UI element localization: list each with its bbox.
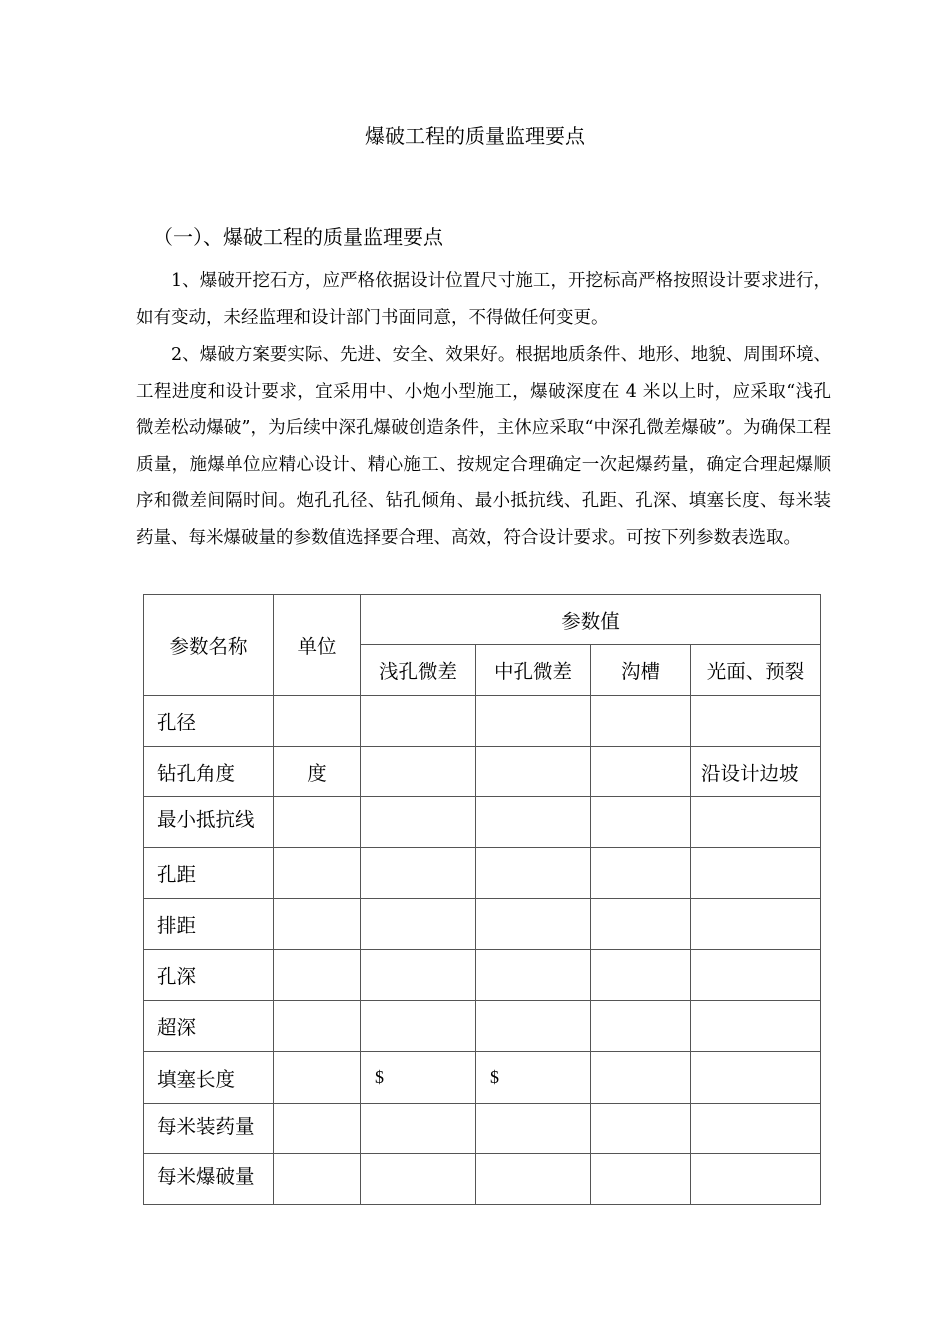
row-label: 孔径: [144, 696, 274, 747]
table-row: [144, 1154, 821, 1205]
row-label: 最小抵抗线: [144, 797, 274, 848]
table-header-row: [144, 595, 821, 645]
table-row: [144, 950, 821, 1001]
header-col-shallow: 浅孔微差: [361, 645, 476, 696]
parameter-table: [143, 594, 821, 1205]
header-values-group: 参数值: [361, 595, 821, 645]
row-value: [691, 1052, 821, 1104]
header-col-trench: 沟槽: [591, 645, 691, 696]
table-row: [144, 696, 821, 747]
row-value: [361, 747, 476, 797]
table-row: [144, 747, 821, 797]
row-value: 沿设计边坡: [691, 747, 821, 797]
row-value: [591, 1001, 691, 1052]
header-param-name: 参数名称: [144, 595, 274, 696]
row-value: [591, 797, 691, 848]
paragraph-1: 1、爆破开挖石方，应严格依据设计位置尺寸施工，开挖标高严格按照设计要求进行，如有变动，未经监理和设计部门书面同意，不得做任何变更。: [136, 271, 831, 328]
row-unit: [274, 899, 361, 950]
table-row: [144, 1052, 821, 1104]
header-col-smooth: 光面、预裂: [691, 645, 821, 696]
row-value: [476, 950, 591, 1001]
row-unit: [274, 1154, 361, 1205]
table-row: [144, 1104, 821, 1154]
row-unit: [274, 696, 361, 747]
row-value: [361, 1001, 476, 1052]
row-label: 钻孔角度: [144, 747, 274, 797]
row-value: [591, 696, 691, 747]
row-value: [361, 1154, 476, 1205]
row-unit: [274, 1001, 361, 1052]
row-value: [476, 899, 591, 950]
row-value: [591, 848, 691, 899]
table-row: [144, 848, 821, 899]
table-row: [144, 899, 821, 950]
row-value: [591, 747, 691, 797]
row-value: [591, 950, 691, 1001]
row-value: [591, 899, 691, 950]
row-value: [476, 747, 591, 797]
row-label: 每米装药量: [144, 1104, 274, 1154]
row-value: [591, 1052, 691, 1104]
row-value: [476, 1001, 591, 1052]
header-col-medium: 中孔微差: [476, 645, 591, 696]
row-value: [476, 848, 591, 899]
row-unit: [274, 848, 361, 899]
row-value: [691, 1001, 821, 1052]
row-value: [476, 696, 591, 747]
row-value: [591, 1104, 691, 1154]
table-row: [144, 797, 821, 848]
row-label: 超深: [144, 1001, 274, 1052]
row-value: [361, 899, 476, 950]
row-value: $: [476, 1052, 591, 1104]
row-value: [361, 696, 476, 747]
row-unit: [274, 1104, 361, 1154]
row-unit: [274, 950, 361, 1001]
page-title: 爆破工程的质量监理要点: [365, 124, 585, 148]
row-value: [691, 1154, 821, 1205]
row-value: [691, 950, 821, 1001]
table-row: [144, 1001, 821, 1052]
row-value: [691, 1104, 821, 1154]
header-unit: 单位: [274, 595, 361, 696]
row-label: 排距: [144, 899, 274, 950]
row-unit: 度: [274, 747, 361, 797]
row-value: $: [361, 1052, 476, 1104]
row-value: [691, 696, 821, 747]
row-label: 孔距: [144, 848, 274, 899]
row-value: [691, 848, 821, 899]
row-value: [591, 1154, 691, 1205]
row-unit: [274, 1052, 361, 1104]
row-value: [476, 1154, 591, 1205]
row-value: [361, 848, 476, 899]
row-label: 每米爆破量: [144, 1154, 274, 1205]
row-value: [361, 1104, 476, 1154]
row-label: 孔深: [144, 950, 274, 1001]
row-unit: [274, 797, 361, 848]
row-value: [476, 797, 591, 848]
row-value: [361, 797, 476, 848]
row-value: [476, 1104, 591, 1154]
row-value: [361, 950, 476, 1001]
section-heading: （一）、爆破工程的质量监理要点: [153, 225, 443, 249]
row-value: [691, 899, 821, 950]
paragraph-2: 2、爆破方案要实际、先进、安全、效果好。根据地质条件、地形、地貌、周围环境、工程进度和设计要求，宜采用中、小炮小型施工，爆破深度在 4 米以上时，应采取“浅孔微差松动爆破”，为后续中深孔爆破创造条件，主休应采取“中深孔微差爆破”。为确保工程质量，施爆单位应精心设计、精心施工、按规定合理确定一次起爆药量，确定合理起爆顺序和微差间隔时间。炮孔孔径、钻孔倾角、最小抵抗线、孔距、孔深、填塞长度、每米装药量、每米爆破量的参数值选择要合理、高效，符合设计要求。可按下列参数表选取。: [136, 345, 831, 548]
row-label: 填塞长度: [144, 1052, 274, 1104]
row-value: [691, 797, 821, 848]
